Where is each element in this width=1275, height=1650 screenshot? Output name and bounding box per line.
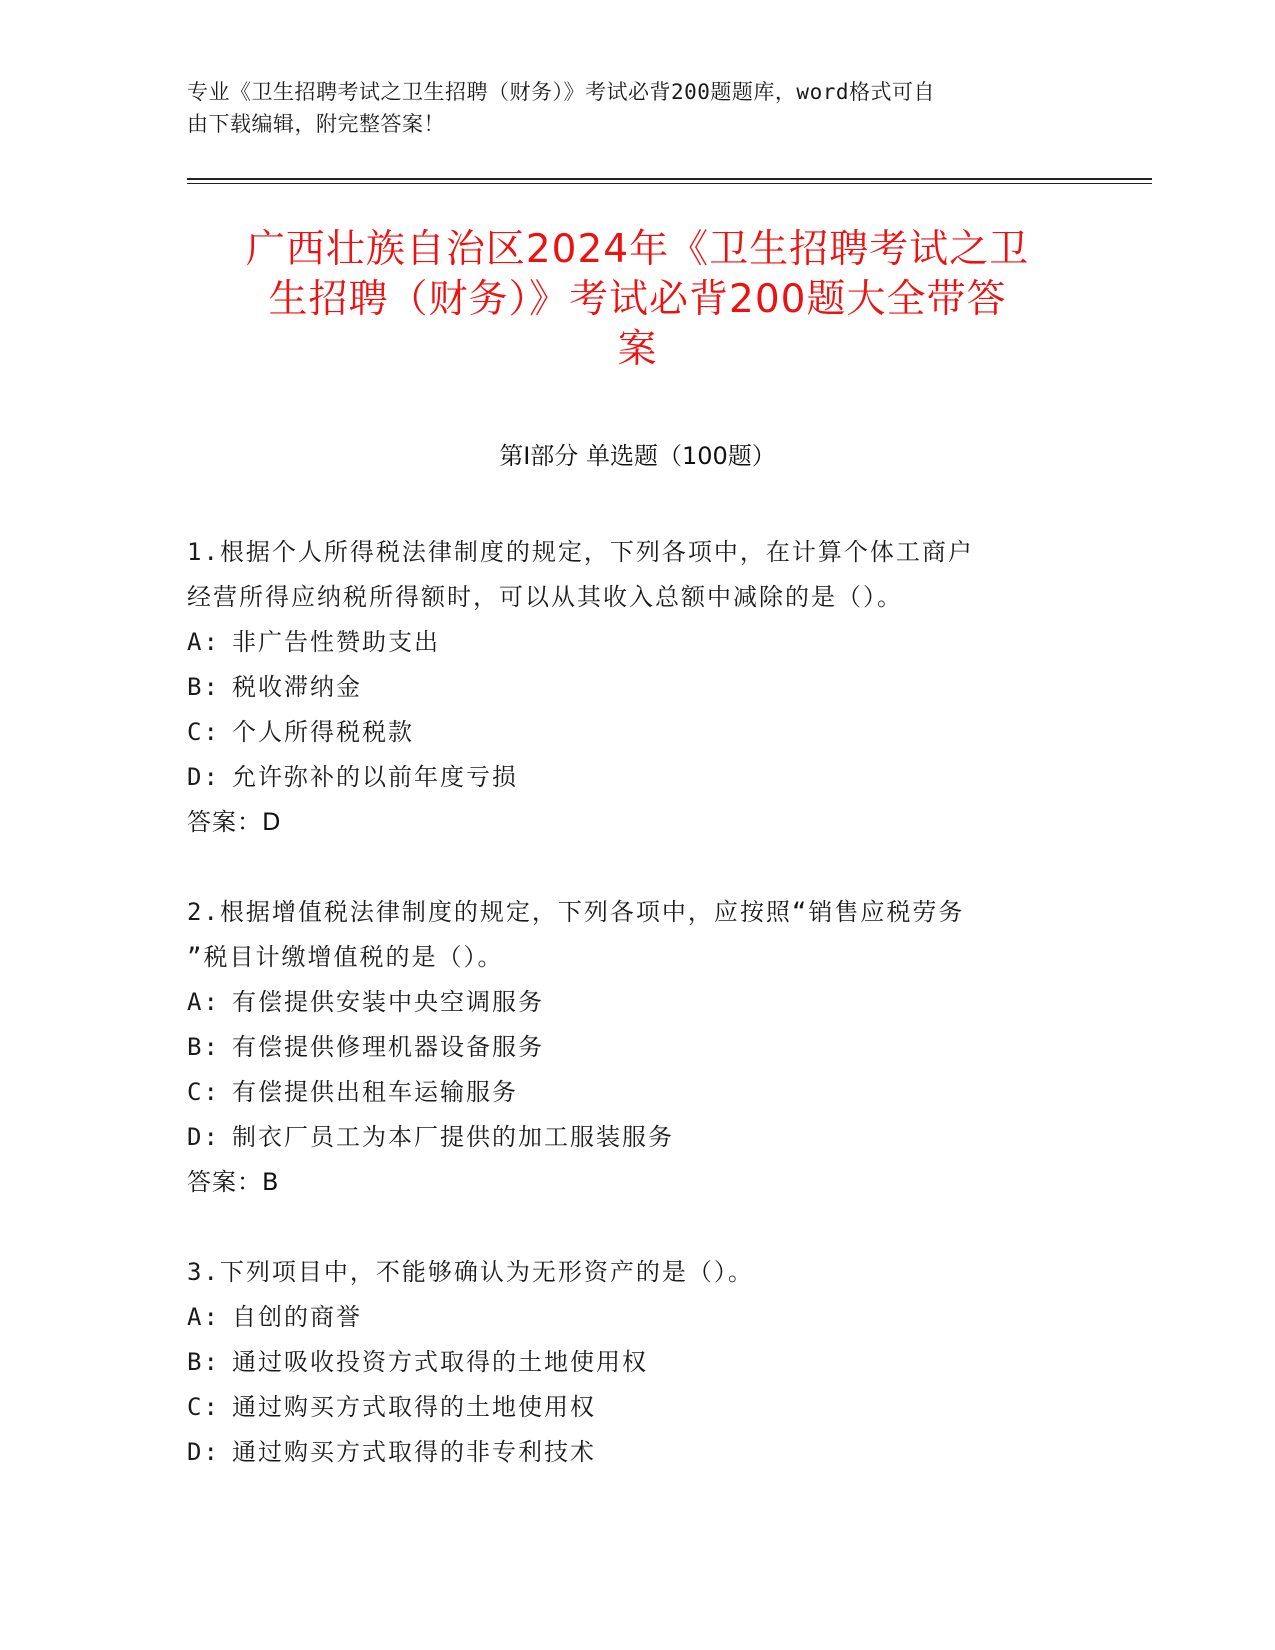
- header-rule-thick: [187, 178, 1152, 180]
- option-label: B:: [187, 1033, 220, 1061]
- option-label: C:: [187, 718, 220, 746]
- question-1: [187, 530, 1067, 845]
- option-d: [187, 1115, 1067, 1160]
- question-stem-line: ”税目计缴增值税的是（）。: [187, 943, 504, 971]
- option-text: 有偿提供修理机器设备服务: [232, 1033, 544, 1061]
- option-label: A:: [187, 988, 220, 1016]
- header-note: [187, 76, 1067, 140]
- answer-line: 答案：B: [187, 1168, 280, 1196]
- option-b: [187, 665, 1067, 710]
- option-text: 有偿提供出租车运输服务: [232, 1078, 518, 1106]
- document-title-line2: 生招聘（财务）》考试必背200题大全带答: [268, 277, 1007, 322]
- option-label: B:: [187, 1348, 220, 1376]
- option-text: 制衣厂员工为本厂提供的加工服装服务: [232, 1123, 674, 1151]
- option-a: [187, 1295, 1067, 1340]
- question-stem-line: 1.根据个人所得税法律制度的规定，下列各项中，在计算个体工商户: [187, 538, 974, 566]
- document-title-line3: 案: [617, 327, 658, 372]
- document-title: [180, 225, 1095, 375]
- header-rule-thin: [187, 183, 1152, 184]
- answer-line: 答案：D: [187, 808, 282, 836]
- section-heading: 第Ⅰ部分 单选题（100题）: [499, 442, 776, 470]
- option-a: [187, 620, 1067, 665]
- question-2: [187, 890, 1067, 1205]
- option-d: [187, 1430, 1067, 1475]
- option-text: 有偿提供安装中央空调服务: [232, 988, 544, 1016]
- header-note-line2: 由下载编辑，附完整答案！: [187, 112, 445, 136]
- option-label: D:: [187, 1123, 220, 1151]
- option-label: A:: [187, 628, 220, 656]
- question-stem-line: 经营所得应纳税所得额时，可以从其收入总额中减除的是（）。: [187, 583, 903, 611]
- option-text: 非广告性赞助支出: [232, 628, 440, 656]
- question-list: [187, 530, 1067, 1520]
- question-stem-line: 2.根据增值税法律制度的规定，下列各项中，应按照“销售应税劳务: [187, 898, 965, 926]
- question-stem: [187, 530, 1067, 620]
- option-label: D:: [187, 763, 220, 791]
- option-text: 个人所得税税款: [232, 718, 414, 746]
- option-c: [187, 710, 1067, 755]
- option-label: A:: [187, 1303, 220, 1331]
- header-note-line1: 专业《卫生招聘考试之卫生招聘（财务）》考试必背200题题库，word格式可自: [187, 80, 935, 104]
- option-text: 通过购买方式取得的土地使用权: [232, 1393, 596, 1421]
- option-label: D:: [187, 1438, 220, 1466]
- question-stem-line: 3.下列项目中，不能够确认为无形资产的是（）。: [187, 1258, 754, 1286]
- option-text: 自创的商誉: [232, 1303, 362, 1331]
- option-text: 通过吸收投资方式取得的土地使用权: [232, 1348, 648, 1376]
- option-c: [187, 1385, 1067, 1430]
- document-title-line1: 广西壮族自治区2024年《卫生招聘考试之卫: [245, 227, 1030, 272]
- question-3: [187, 1250, 1067, 1475]
- option-label: B:: [187, 673, 220, 701]
- question-stem: [187, 890, 1067, 980]
- option-label: C:: [187, 1393, 220, 1421]
- option-text: 允许弥补的以前年度亏损: [232, 763, 518, 791]
- option-text: 税收滞纳金: [232, 673, 362, 701]
- option-b: [187, 1340, 1067, 1385]
- option-label: C:: [187, 1078, 220, 1106]
- option-c: [187, 1070, 1067, 1115]
- option-d: [187, 755, 1067, 800]
- option-text: 通过购买方式取得的非专利技术: [232, 1438, 596, 1466]
- question-stem: [187, 1250, 1067, 1295]
- option-b: [187, 1025, 1067, 1070]
- option-a: [187, 980, 1067, 1025]
